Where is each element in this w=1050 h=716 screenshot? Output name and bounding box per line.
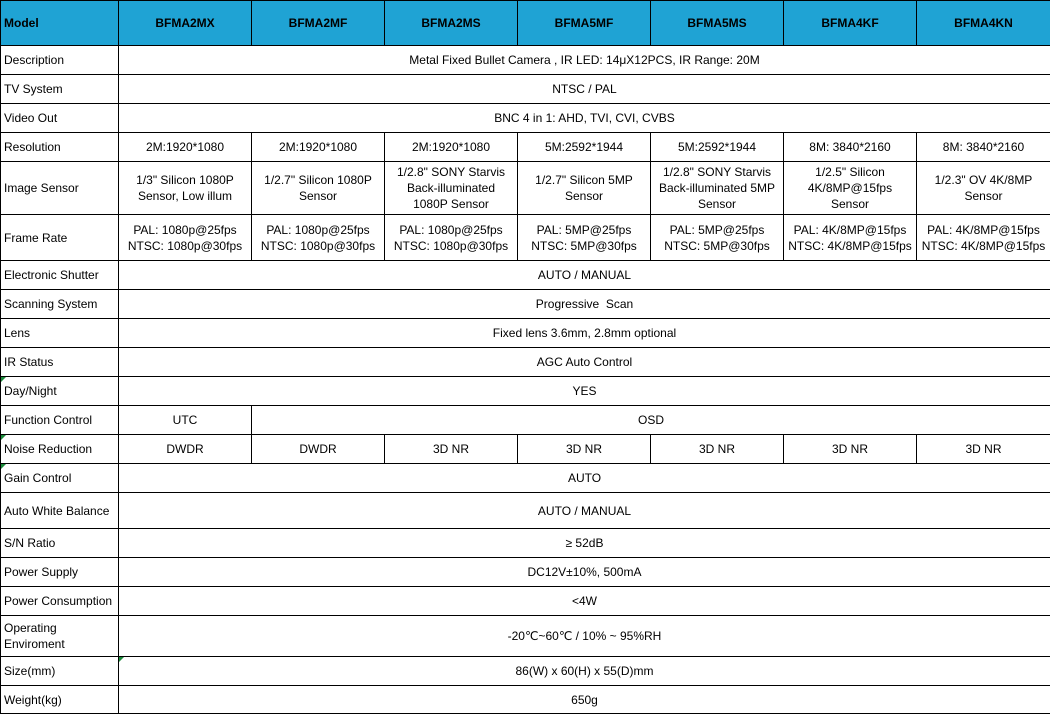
cell: 3D NR bbox=[518, 435, 651, 464]
cell bbox=[385, 215, 518, 261]
header-row bbox=[1, 1, 1050, 46]
comment-marker bbox=[1, 464, 6, 469]
row-size bbox=[1, 657, 1050, 686]
cell-text: PAL: 1080p@25fps NTSC: 1080p@30fps bbox=[127, 222, 243, 253]
cell-text: PAL: 5MP@25fps NTSC: 5MP@30fps bbox=[664, 222, 770, 253]
cell: 2M:1920*1080 bbox=[385, 133, 518, 162]
cell bbox=[252, 162, 385, 215]
row-label: Electronic Shutter bbox=[1, 261, 119, 290]
cell-text: 1/2.5" Silicon 4K/8MP@15fps Sensor bbox=[807, 165, 893, 211]
cell-text: PAL: 4K/8MP@15fps NTSC: 4K/8MP@15fps bbox=[921, 222, 1046, 253]
row-label: Size(mm) bbox=[1, 657, 119, 686]
row-label bbox=[1, 616, 119, 657]
row-day-night bbox=[1, 377, 1050, 406]
cell-text: 1/2.7" Silicon 1080P Sensor bbox=[264, 173, 372, 203]
row-value: OSD bbox=[252, 406, 1050, 435]
header-model-3: BFMA2MS bbox=[385, 1, 518, 46]
cell: 2M:1920*1080 bbox=[119, 133, 252, 162]
row-value: Fixed lens 3.6mm, 2.8mm optional bbox=[119, 319, 1050, 348]
row-value-text: 86(W) x 60(H) x 55(D)mm bbox=[515, 664, 654, 678]
row-label: Lens bbox=[1, 319, 119, 348]
row-label-text: Noise Reduction bbox=[4, 442, 93, 456]
row-label bbox=[1, 377, 119, 406]
cell bbox=[784, 215, 917, 261]
row-power-supply bbox=[1, 558, 1050, 587]
row-value: BNC 4 in 1: AHD, TVI, CVI, CVBS bbox=[119, 104, 1050, 133]
cell bbox=[119, 215, 252, 261]
cell: 5M:2592*1944 bbox=[651, 133, 784, 162]
cell: 3D NR bbox=[385, 435, 518, 464]
cell: 2M:1920*1080 bbox=[252, 133, 385, 162]
row-function-control bbox=[1, 406, 1050, 435]
cell-text: PAL: 1080p@25fps NTSC: 1080p@30fps bbox=[260, 222, 376, 253]
row-lens bbox=[1, 319, 1050, 348]
cell bbox=[917, 162, 1050, 215]
row-electronic-shutter bbox=[1, 261, 1050, 290]
cell bbox=[651, 215, 784, 261]
row-image-sensor bbox=[1, 162, 1050, 215]
row-label: Auto White Balance bbox=[1, 493, 119, 529]
row-value: -20℃~60℃ / 10% ~ 95%RH bbox=[119, 616, 1050, 657]
row-value: DC12V±10%, 500mA bbox=[119, 558, 1050, 587]
row-label: Resolution bbox=[1, 133, 119, 162]
comment-marker bbox=[1, 435, 6, 440]
cell: UTC bbox=[119, 406, 252, 435]
cell-text: PAL: 1080p@25fps NTSC: 1080p@30fps bbox=[393, 222, 509, 253]
cell bbox=[252, 215, 385, 261]
cell-text: 1/2.3" OV 4K/8MP Sensor bbox=[934, 173, 1033, 203]
row-value bbox=[119, 657, 1050, 686]
cell-text: PAL: 5MP@25fps NTSC: 5MP@30fps bbox=[531, 222, 637, 253]
comment-marker bbox=[119, 657, 124, 662]
row-value: AGC Auto Control bbox=[119, 348, 1050, 377]
row-label bbox=[1, 464, 119, 493]
header-model: Model bbox=[1, 1, 119, 46]
cell: 5M:2592*1944 bbox=[518, 133, 651, 162]
cell bbox=[385, 162, 518, 215]
cell bbox=[518, 162, 651, 215]
row-value: NTSC / PAL bbox=[119, 75, 1050, 104]
row-scanning-system bbox=[1, 290, 1050, 319]
row-description bbox=[1, 46, 1050, 75]
row-label bbox=[1, 435, 119, 464]
row-label: Power Supply bbox=[1, 558, 119, 587]
comment-marker bbox=[1, 377, 6, 382]
cell: 3D NR bbox=[784, 435, 917, 464]
row-resolution bbox=[1, 133, 1050, 162]
row-sn-ratio bbox=[1, 529, 1050, 558]
cell bbox=[518, 215, 651, 261]
row-weight bbox=[1, 686, 1050, 714]
row-value: AUTO / MANUAL bbox=[119, 493, 1050, 529]
cell bbox=[119, 162, 252, 215]
cell: DWDR bbox=[252, 435, 385, 464]
row-gain-control bbox=[1, 464, 1050, 493]
cell: 8M: 3840*2160 bbox=[784, 133, 917, 162]
cell: DWDR bbox=[119, 435, 252, 464]
row-value: AUTO / MANUAL bbox=[119, 261, 1050, 290]
row-label-text: Gain Control bbox=[4, 471, 72, 485]
row-label: Weight(kg) bbox=[1, 686, 119, 714]
row-label: Description bbox=[1, 46, 119, 75]
cell-text: 1/3" Silicon 1080P Sensor, Low illum bbox=[136, 173, 234, 203]
cell: 3D NR bbox=[917, 435, 1050, 464]
row-frame-rate bbox=[1, 215, 1050, 261]
header-model-2: BFMA2MF bbox=[252, 1, 385, 46]
header-model-6: BFMA4KF bbox=[784, 1, 917, 46]
row-label: Frame Rate bbox=[1, 215, 119, 261]
row-label: TV System bbox=[1, 75, 119, 104]
cell-text: 1/2.8" SONY Starvis Back-illuminated 1080P Sensor bbox=[396, 165, 506, 211]
header-model-4: BFMA5MF bbox=[518, 1, 651, 46]
row-auto-white-balance bbox=[1, 493, 1050, 529]
cell: 8M: 3840*2160 bbox=[917, 133, 1050, 162]
row-video-out bbox=[1, 104, 1050, 133]
row-value: 650g bbox=[119, 686, 1050, 714]
row-value: <4W bbox=[119, 587, 1050, 616]
row-label: IR Status bbox=[1, 348, 119, 377]
cell bbox=[651, 162, 784, 215]
header-model-7: BFMA4KN bbox=[917, 1, 1050, 46]
row-noise-reduction bbox=[1, 435, 1050, 464]
row-value: AUTO bbox=[119, 464, 1050, 493]
row-value: Progressive Scan bbox=[119, 290, 1050, 319]
row-label: Video Out bbox=[1, 104, 119, 133]
row-power-consumption bbox=[1, 587, 1050, 616]
header-model-1: BFMA2MX bbox=[119, 1, 252, 46]
row-value: ≥ 52dB bbox=[119, 529, 1050, 558]
row-label: Power Consumption bbox=[1, 587, 119, 616]
row-tv-system bbox=[1, 75, 1050, 104]
row-label-text: Day/Night bbox=[4, 384, 57, 398]
row-label: Image Sensor bbox=[1, 162, 119, 215]
row-label-text: Operating Enviroment bbox=[4, 621, 65, 651]
row-ir-status bbox=[1, 348, 1050, 377]
cell bbox=[917, 215, 1050, 261]
cell-text: PAL: 4K/8MP@15fps NTSC: 4K/8MP@15fps bbox=[788, 222, 912, 253]
row-value: YES bbox=[119, 377, 1050, 406]
cell-text: 1/2.8" SONY Starvis Back-illuminated 5MP Sensor bbox=[658, 165, 776, 211]
row-operating-environment bbox=[1, 616, 1050, 657]
row-label: Function Control bbox=[1, 406, 119, 435]
row-label: Scanning System bbox=[1, 290, 119, 319]
cell bbox=[784, 162, 917, 215]
cell-text: 1/2.7" Silicon 5MP Sensor bbox=[535, 173, 633, 203]
cell: 3D NR bbox=[651, 435, 784, 464]
header-model-5: BFMA5MS bbox=[651, 1, 784, 46]
row-value: Metal Fixed Bullet Camera , IR LED: 14μX12PCS, IR Range: 20M bbox=[119, 46, 1050, 75]
row-label: S/N Ratio bbox=[1, 529, 119, 558]
